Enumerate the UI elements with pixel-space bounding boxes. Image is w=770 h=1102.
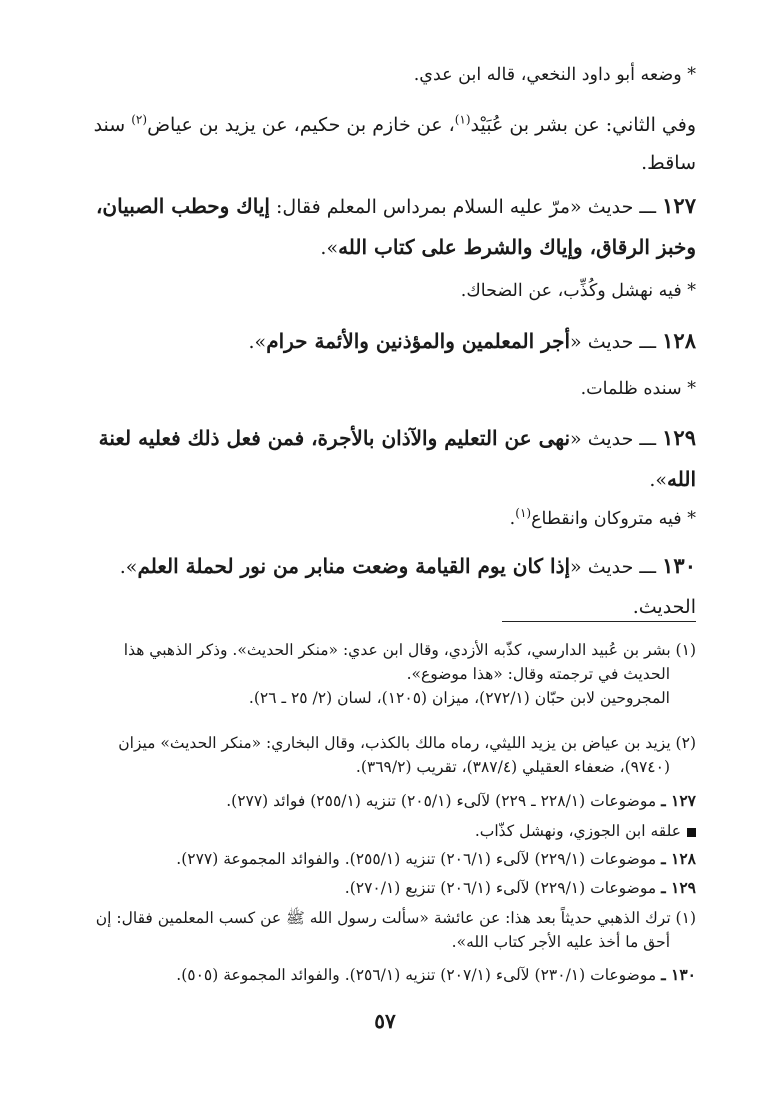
hadith-127-matn-line1: إياك وحطب الصبيان، [95,194,270,218]
footnote-1-line1: (١) بشر بن عُبيد الدارسي، كذّبه الأزدي، وقال ابن عدي: «منكر الحديث». وذكر الذهبي هذا [123,641,696,659]
hadith-130 [72,546,696,627]
hadith-127-number: ١٢٧ [662,193,696,218]
note-127-text: * فيه نهشل وكُذِّب، عن الضحاك. [460,281,696,301]
hadith-127 [72,186,696,268]
hadith-129-matn-line1: نهى عن التعليم والآذان بالأجرة، فمن فعل ذلك فعليه لعنة [98,426,571,450]
hadith-128-intro: حديث « [570,331,634,353]
reference-129-text: موضوعات (٢٢٩/١) لآلىء (٢٠٦/١) تنزيع (٢٧٠/١). [344,879,662,897]
reference-127-comment [66,819,696,843]
footnote-ref-1[interactable]: (١) [454,112,471,127]
reference-128-text: موضوعات (٢٢٩/١) لآلىء (٢٠٦/١) تنزيه (٢٥٥/١). والفوائد المجموعة (٢٧٧). [176,850,662,868]
hadith-127-matn-line2: وخبز الرقاق، وإياك والشرط على كتاب الله [338,235,696,259]
second-chain-paragraph [72,106,696,182]
footnote-1 [66,638,696,710]
footnote-1-line2: الحديث في ترجمته وقال: «هذا موضوع». [406,665,670,683]
footnote-1-line3: المجروحين لابن حبّان (٢٧٢/١)، ميزان (١٢٠٥)، لسان (٢/ ٢٥ ـ ٢٦). [248,689,670,707]
reference-127 [66,789,696,813]
reference-127-comment-text: علقه ابن الجوزي، ونهشل كذّاب. [474,822,681,840]
reference-129-number: ١٢٩ ـ [661,878,696,897]
hadith-128-matn: أجر المعلمين والمؤذنين والأئمة حرام [266,329,571,353]
page-number: ٥٧ [374,1009,396,1033]
note-129 [72,500,696,538]
hadith-130-number: ١٣٠ [662,553,696,578]
reference-130-number: ١٣٠ ـ [661,965,696,984]
reference-128-number: ١٢٨ ـ [661,849,696,868]
hadith-130-line2: الحديث. [632,596,696,618]
reference-128 [66,847,696,871]
footnote-3-line2: أحق ما أخذ عليه الأجر كتاب الله». [451,933,670,951]
footnote-3 [66,906,696,954]
note-127 [72,272,696,310]
note-128-text: * سنده ظلمات. [580,379,696,399]
hadith-127-intro: حديث «مرّ عليه السلام بمرداس المعلم فقال: [269,196,634,218]
reference-130 [66,963,696,987]
note-129-text: * فيه متروكان وانقطاع [531,509,696,529]
square-bullet-icon [687,828,696,837]
reference-127-text: موضوعات (٢٢٨/١ ـ ٢٢٩) لآلىء (٢٠٥/١) تنزيه (٢٥٥/١) فوائد (٢٧٧). [226,792,662,810]
reference-127-number: ١٢٧ ـ [661,791,696,810]
hadith-129-dash: ـــ [633,428,663,450]
note-128 [72,370,696,408]
footnote-2-line1: (٢) يزيد بن عياض بن يزيد الليثي، رماه مالك بالكذب، وقال البخاري: «منكر الحديث» ميزان [118,734,696,752]
hadith-128-number: ١٢٨ [662,328,696,353]
hadith-130-dash: ـــ [633,556,663,578]
hadith-127-end: ». [320,237,339,259]
hadith-130-intro: حديث « [570,556,634,578]
footnote-ref-3[interactable]: (١) [515,506,532,521]
footnote-divider [502,621,696,622]
reference-129 [66,876,696,900]
second-chain-text-c: سند [93,114,132,136]
note-129-end: . [509,509,516,529]
second-chain-text-b: ، عن خازم بن حكيم، عن يزيد بن عياض [147,114,455,136]
hadith-128-end: ». [248,331,267,353]
second-chain-text-a: وفي الثاني: عن بشر بن عُبَيْد [470,114,696,136]
note-126 [72,56,696,94]
hadith-129-end: ». [649,469,667,491]
hadith-128-dash: ـــ [633,331,663,353]
hadith-128 [72,322,696,361]
hadith-129-matn-line2: الله [667,467,696,491]
hadith-129-intro: حديث « [570,428,634,450]
second-chain-text-line2: ساقط. [641,152,696,174]
footnote-2 [66,731,696,779]
hadith-129 [72,418,696,500]
footnote-3-line1: (١) ترك الذهبي حديثاً بعد هذا: عن عائشة «سألت رسول الله ﷺ عن كسب المعلمين فقال: إن [95,909,696,927]
footnote-2-line2: (٩٧٤٠)، ضعفاء العقيلي (٣٨٧/٤)، تقريب (٣٦٩/٢). [355,758,670,776]
footnote-ref-2[interactable]: (٢) [131,112,148,127]
hadith-130-matn: إذا كان يوم القيامة وضعت منابر من نور لحملة العلم [137,554,571,578]
note-126-text: * وضعه أبو داود النخعي، قاله ابن عدي. [413,65,696,85]
hadith-127-dash: ـــ [633,196,663,218]
reference-130-text: موضوعات (٢٣٠/١) لآلىء (٢٠٧/١) تنزيه (٢٥٦/١). والفوائد المجموعة (٥٠٥). [176,966,662,984]
hadith-130-end: ». [119,556,138,578]
hadith-129-number: ١٢٩ [662,425,696,450]
